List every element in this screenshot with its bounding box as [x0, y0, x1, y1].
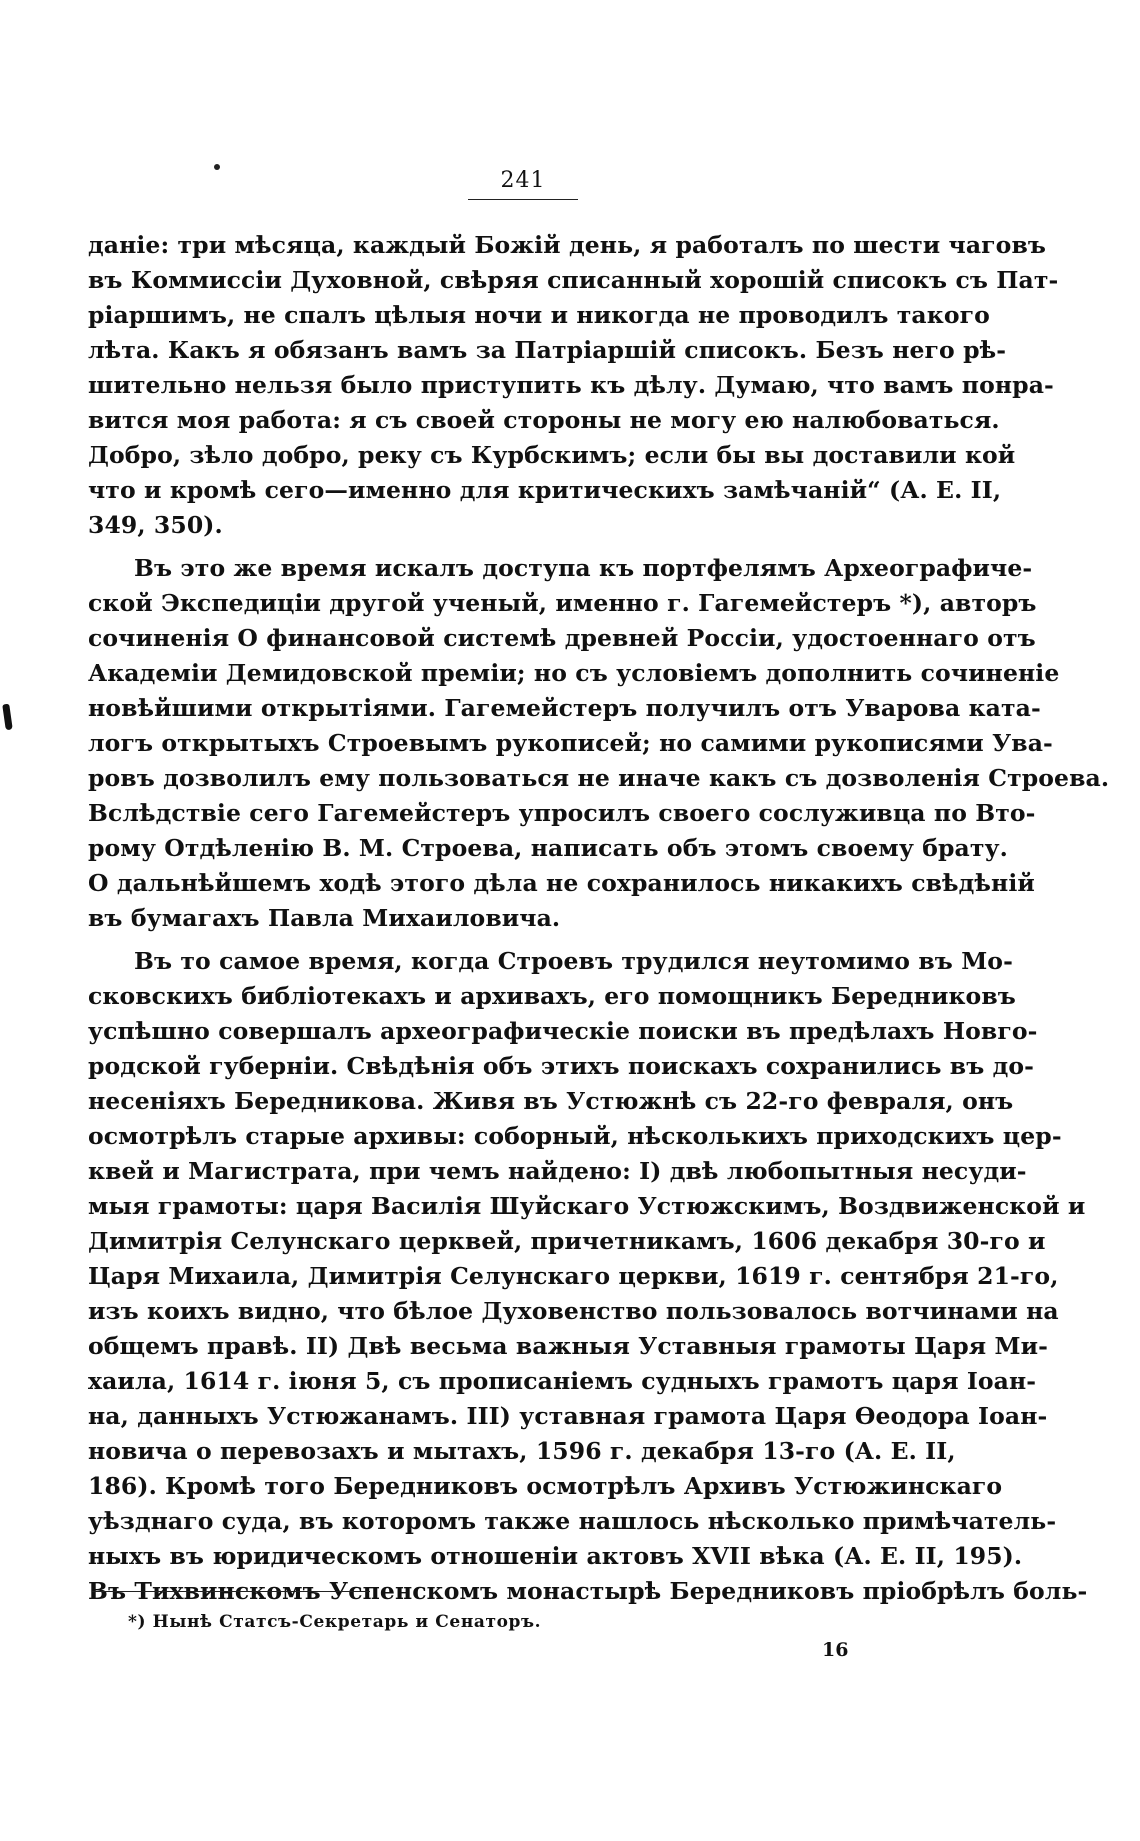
- text-line: Димитрія Селунскаго церквей, причетникамъ, 1606 декабря 30-го и: [88, 1227, 1046, 1255]
- text-line: Въ это же время искалъ доступа къ портфелямъ Археографиче-: [134, 554, 1033, 582]
- text-line: рому Отдѣленію В. М. Строева, написать объ этомъ своему брату.: [88, 834, 1008, 862]
- margin-ink-mark: [2, 704, 13, 731]
- text-line: сочиненія О финансовой системѣ древней Россіи, удостоеннаго отъ: [88, 624, 1036, 652]
- paragraph-gap: [88, 936, 950, 944]
- text-line: въ бумагахъ Павла Михаиловича.: [88, 904, 561, 932]
- footnote-rule: [92, 1591, 370, 1592]
- text-line: Академіи Демидовской преміи; но съ условіемъ дополнить сочиненіе: [88, 659, 1060, 687]
- text-line: хаила, 1614 г. іюня 5, съ прописаніемъ судныхъ грамотъ царя Іоан-: [88, 1367, 1037, 1395]
- text-line: 186). Кромѣ того Бередниковъ осмотрѣлъ Архивъ Устюжинскаго: [88, 1472, 1003, 1500]
- signature-mark: 16: [822, 1639, 849, 1661]
- body-text: [88, 228, 1110, 1609]
- text-line: Царя Михаила, Димитрія Селунскаго церкви, 1619 г. сентября 21-го,: [88, 1262, 1059, 1290]
- text-line: сковскихъ библіотекахъ и архивахъ, его помощникъ Бередниковъ: [88, 982, 1016, 1010]
- text-line: несеніяхъ Бередникова. Живя въ Устюжнѣ съ 22-го февраля, онъ: [88, 1087, 1014, 1115]
- text-line: новича о перевозахъ и мытахъ, 1596 г. декабря 13-го (А. Е. II,: [88, 1437, 956, 1465]
- text-line: квей и Магистрата, при чемъ найдено: I) двѣ любопытныя несуди-: [88, 1157, 1027, 1185]
- text-line: мыя грамоты: царя Василія Шуйскаго Устюжскимъ, Воздвиженской и: [88, 1192, 1086, 1220]
- text-line: логъ открытыхъ Строевымъ рукописей; но самими рукописями Ува-: [88, 729, 1053, 757]
- text-line: успѣшно совершалъ археографическіе поиски въ предѣлахъ Новго-: [88, 1017, 1038, 1045]
- text-line: что и кромѣ сего—именно для критическихъ замѣчаній“ (А. Е. II,: [88, 476, 1002, 504]
- text-line: родской губерніи. Свѣдѣнія объ этихъ поискахъ сохранились въ до-: [88, 1052, 1035, 1080]
- text-line: въ Коммиссіи Духовной, свѣряя списанный хорошій списокъ съ Пат-: [88, 266, 1059, 294]
- footnote: *) Нынѣ Статсъ-Секретарь и Сенаторъ.: [128, 1612, 542, 1632]
- ink-dot: [214, 164, 220, 170]
- text-line: общемъ правѣ. II) Двѣ весьма важныя Уставныя грамоты Царя Ми-: [88, 1332, 1049, 1360]
- text-line: О дальнѣйшемъ ходѣ этого дѣла не сохранилось никакихъ свѣдѣній: [88, 869, 1035, 897]
- text-line: ныхъ въ юридическомъ отношеніи актовъ XVII вѣка (А. Е. II, 195).: [88, 1542, 1023, 1570]
- page-number: 241: [468, 168, 578, 200]
- text-line: Въ то самое время, когда Строевъ трудился неутомимо въ Мо-: [134, 947, 1013, 975]
- text-line: Въ Тихвинскомъ Успенскомъ монастырѣ Бередниковъ пріобрѣлъ боль-: [88, 1577, 1088, 1605]
- text-line: ской Экспедиціи другой ученый, именно г. Гагемейстеръ *), авторъ: [88, 589, 1037, 617]
- paragraph-gap: [88, 543, 950, 551]
- text-line: новѣйшими открытіями. Гагемейстеръ получилъ отъ Уварова ката-: [88, 694, 1041, 722]
- text-line: изъ коихъ видно, что бѣлое Духовенство пользовалось вотчинами на: [88, 1297, 1059, 1325]
- text-line: на, данныхъ Устюжанамъ. III) уставная грамота Царя Өеодора Іоан-: [88, 1402, 1048, 1430]
- text-line: Добро, зѣло добро, реку съ Курбскимъ; если бы вы доставили кой: [88, 441, 1016, 469]
- text-line: уѣзднаго суда, въ которомъ также нашлось нѣсколько примѣчатель-: [88, 1507, 1057, 1535]
- text-line: даніе: три мѣсяца, каждый Божій день, я работалъ по шести чаговъ: [88, 231, 1047, 259]
- text-line: шительно нельзя было приступить къ дѣлу. Думаю, что вамъ понра-: [88, 371, 1054, 399]
- text-line: 349, 350).: [88, 511, 223, 539]
- text-line: ровъ дозволилъ ему пользоваться не иначе какъ съ дозволенія Строева.: [88, 764, 1110, 792]
- text-line: осмотрѣлъ старые архивы: соборный, нѣсколькихъ приходскихъ цер-: [88, 1122, 1062, 1150]
- text-line: ріаршимъ, не спалъ цѣлыя ночи и никогда не проводилъ такого: [88, 301, 990, 329]
- text-line: вится моя работа: я съ своей стороны не могу ею налюбоваться.: [88, 406, 1000, 434]
- text-line: лѣта. Какъ я обязанъ вамъ за Патріаршій списокъ. Безъ него рѣ-: [88, 336, 1007, 364]
- text-line: Вслѣдствіе сего Гагемейстеръ упросилъ своего сослуживца по Вто-: [88, 799, 1036, 827]
